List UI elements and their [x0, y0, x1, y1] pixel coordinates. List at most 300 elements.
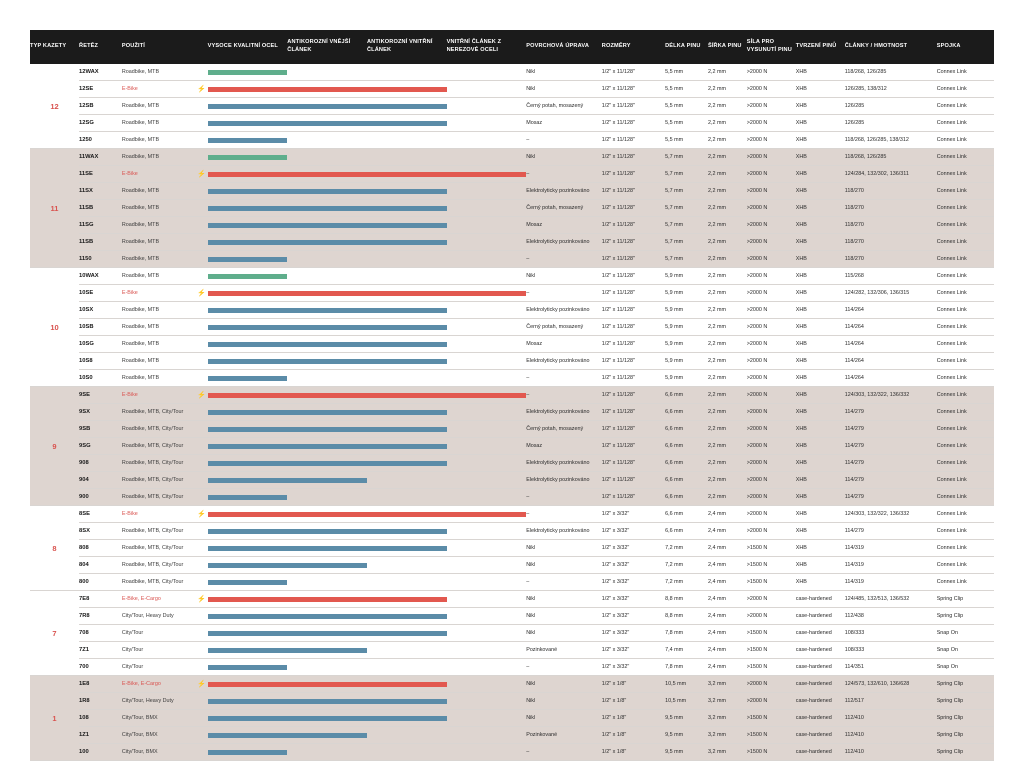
pin-hardening-cell: XHB — [796, 64, 845, 81]
pin-length-cell: 10,5 mm — [665, 693, 708, 710]
cassette-type-cell: 8 — [30, 506, 79, 591]
table-row — [30, 625, 994, 642]
use-cell: Roadbike, MTB — [122, 353, 208, 370]
links-weight-cell: 114/264 — [845, 370, 937, 387]
chain-name-cell: 108 — [79, 710, 122, 727]
pin-hardening-cell: XHB — [796, 421, 845, 438]
anticorrosion-outer-bar — [287, 217, 367, 234]
dimensions-cell: 1/2" x 11/128" — [602, 251, 665, 268]
use-cell: E-Bike, E-Cargo ⚡ — [122, 676, 208, 693]
high-quality-steel-bar — [208, 251, 288, 268]
use-cell: City/Tour — [122, 625, 208, 642]
surface-finish-cell: – — [526, 285, 602, 302]
surface-finish-cell: – — [526, 387, 602, 404]
pin-width-cell: 2,2 mm — [708, 234, 747, 251]
use-cell: E-Bike ⚡ — [122, 81, 208, 98]
stainless-inner-bar-empty — [447, 132, 527, 149]
lightning-icon: ⚡ — [196, 289, 206, 297]
connector-cell: Spring Clip — [937, 727, 994, 744]
surface-finish-cell: – — [526, 659, 602, 676]
pin-hardening-cell: XHB — [796, 370, 845, 387]
pin-hardening-cell: XHB — [796, 268, 845, 285]
dimensions-cell: 1/2" x 11/128" — [602, 132, 665, 149]
pin-hardening-cell: case-hardened — [796, 710, 845, 727]
lightning-icon: ⚡ — [196, 391, 206, 399]
links-weight-cell: 108/333 — [845, 642, 937, 659]
anticorrosion-outer-bar — [287, 404, 367, 421]
pin-hardening-cell: case-hardened — [796, 659, 845, 676]
pin-width-cell: 2,4 mm — [708, 506, 747, 523]
high-quality-steel-bar — [208, 370, 288, 387]
links-weight-cell: 114/279 — [845, 455, 937, 472]
table-row — [30, 217, 994, 234]
stainless-inner-bar-empty — [447, 234, 527, 251]
push-force-cell: >2000 N — [747, 183, 796, 200]
dimensions-cell: 1/2" x 11/128" — [602, 438, 665, 455]
pin-length-cell: 6,6 mm — [665, 489, 708, 506]
use-cell: Roadbike, MTB, City/Tour — [122, 574, 208, 591]
surface-finish-cell: – — [526, 489, 602, 506]
table-row — [30, 506, 994, 523]
dimensions-cell: 1/2" x 3/32" — [602, 523, 665, 540]
pin-hardening-cell: case-hardened — [796, 608, 845, 625]
links-weight-cell: 118/270 — [845, 200, 937, 217]
stainless-inner-bar-empty — [447, 268, 527, 285]
table-row — [30, 472, 994, 489]
links-weight-cell: 124/303, 132/322, 136/332 — [845, 387, 937, 404]
pin-hardening-cell: XHB — [796, 404, 845, 421]
stainless-inner-bar — [447, 387, 527, 404]
connector-cell: Connex Link — [937, 166, 994, 183]
use-cell: Roadbike, MTB, City/Tour — [122, 557, 208, 574]
anticorrosion-inner-bar — [367, 438, 447, 455]
stainless-inner-bar-empty — [447, 659, 527, 676]
chain-name-cell: 1250 — [79, 132, 122, 149]
pin-hardening-cell: XHB — [796, 455, 845, 472]
dimensions-cell: 1/2" x 11/128" — [602, 217, 665, 234]
pin-length-cell: 7,2 mm — [665, 557, 708, 574]
stainless-inner-bar-empty — [447, 353, 527, 370]
high-quality-steel-bar — [208, 625, 288, 642]
high-quality-steel-bar — [208, 98, 288, 115]
connector-cell: Connex Link — [937, 489, 994, 506]
high-quality-steel-bar — [208, 217, 288, 234]
pin-length-cell: 5,7 mm — [665, 166, 708, 183]
high-quality-steel-bar — [208, 149, 288, 166]
surface-finish-cell: Elektrolyticky pozinkováno — [526, 523, 602, 540]
use-cell: Roadbike, MTB — [122, 132, 208, 149]
dimensions-cell: 1/2" x 3/32" — [602, 642, 665, 659]
anticorrosion-outer-bar — [287, 98, 367, 115]
use-cell: Roadbike, MTB — [122, 370, 208, 387]
connector-cell: Connex Link — [937, 336, 994, 353]
pin-length-cell: 9,5 mm — [665, 727, 708, 744]
connector-cell: Spring Clip — [937, 591, 994, 608]
surface-finish-cell: Nikl — [526, 676, 602, 693]
cassette-type-cell: 11 — [30, 149, 79, 268]
stainless-inner-bar-empty — [447, 183, 527, 200]
pin-length-cell: 5,7 mm — [665, 251, 708, 268]
chain-name-cell: 9SE — [79, 387, 122, 404]
links-weight-cell: 112/517 — [845, 693, 937, 710]
surface-finish-cell: Mosaz — [526, 115, 602, 132]
connector-cell: Connex Link — [937, 404, 994, 421]
chain-name-cell: 1Z1 — [79, 727, 122, 744]
high-quality-steel-bar — [208, 336, 288, 353]
pin-hardening-cell: XHB — [796, 557, 845, 574]
pin-width-cell: 2,4 mm — [708, 523, 747, 540]
pin-hardening-cell: XHB — [796, 251, 845, 268]
chain-name-cell: 7Z1 — [79, 642, 122, 659]
surface-finish-cell: Elektrolyticky pozinkováno — [526, 404, 602, 421]
table-row — [30, 268, 994, 285]
table-row — [30, 489, 994, 506]
high-quality-steel-bar — [208, 591, 288, 608]
anticorrosion-inner-bar-empty — [367, 370, 447, 387]
surface-finish-cell: Nikl — [526, 540, 602, 557]
chain-name-cell: 100 — [79, 744, 122, 761]
stainless-inner-bar-empty — [447, 642, 527, 659]
chain-name-cell: 10SG — [79, 336, 122, 353]
stainless-inner-bar-empty — [447, 676, 527, 693]
pin-length-cell: 7,2 mm — [665, 574, 708, 591]
links-weight-cell: 114/319 — [845, 574, 937, 591]
links-weight-cell: 114/279 — [845, 489, 937, 506]
pin-hardening-cell: XHB — [796, 523, 845, 540]
high-quality-steel-bar — [208, 438, 288, 455]
connector-cell: Snap On — [937, 642, 994, 659]
pin-width-cell: 2,4 mm — [708, 625, 747, 642]
push-force-cell: >2000 N — [747, 608, 796, 625]
lightning-icon: ⚡ — [196, 85, 206, 93]
surface-finish-cell: – — [526, 132, 602, 149]
stainless-inner-bar-empty — [447, 557, 527, 574]
stainless-inner-bar-empty — [447, 710, 527, 727]
pin-hardening-cell: XHB — [796, 438, 845, 455]
pin-length-cell: 5,5 mm — [665, 132, 708, 149]
header-chain: ŘETĚZ — [79, 30, 122, 64]
dimensions-cell: 1/2" x 3/32" — [602, 625, 665, 642]
connector-cell: Connex Link — [937, 438, 994, 455]
pin-width-cell: 2,2 mm — [708, 455, 747, 472]
links-weight-cell: 114/264 — [845, 353, 937, 370]
high-quality-steel-bar — [208, 319, 288, 336]
chain-name-cell: 9SG — [79, 438, 122, 455]
pin-length-cell: 5,5 mm — [665, 81, 708, 98]
pin-length-cell: 5,9 mm — [665, 319, 708, 336]
dimensions-cell: 1/2" x 3/32" — [602, 506, 665, 523]
pin-width-cell: 3,2 mm — [708, 676, 747, 693]
anticorrosion-outer-bar — [287, 115, 367, 132]
chain-spec-table — [30, 30, 994, 761]
links-weight-cell: 115/268 — [845, 268, 937, 285]
header-connector: SPOJKA — [937, 30, 994, 64]
push-force-cell: >2000 N — [747, 251, 796, 268]
header-row — [30, 30, 994, 64]
use-cell: Roadbike, MTB — [122, 234, 208, 251]
anticorrosion-inner-bar-empty — [367, 642, 447, 659]
dimensions-cell: 1/2" x 11/128" — [602, 472, 665, 489]
high-quality-steel-bar — [208, 166, 288, 183]
high-quality-steel-bar — [208, 727, 288, 744]
use-cell: Roadbike, MTB, City/Tour — [122, 421, 208, 438]
anticorrosion-inner-bar — [367, 98, 447, 115]
stainless-inner-bar — [447, 506, 527, 523]
stainless-inner-bar-empty — [447, 540, 527, 557]
high-quality-steel-bar — [208, 285, 288, 302]
table-row — [30, 387, 994, 404]
pin-length-cell: 6,6 mm — [665, 387, 708, 404]
pin-length-cell: 10,5 mm — [665, 676, 708, 693]
surface-finish-cell: Nikl — [526, 693, 602, 710]
table-row — [30, 98, 994, 115]
push-force-cell: >2000 N — [747, 234, 796, 251]
anticorrosion-outer-bar-empty — [287, 370, 367, 387]
anticorrosion-inner-bar-empty — [367, 727, 447, 744]
anticorrosion-outer-bar — [287, 608, 367, 625]
links-weight-cell: 114/279 — [845, 472, 937, 489]
pin-length-cell: 5,9 mm — [665, 370, 708, 387]
pin-length-cell: 8,8 mm — [665, 591, 708, 608]
anticorrosion-outer-bar — [287, 438, 367, 455]
anticorrosion-outer-bar — [287, 421, 367, 438]
connector-cell: Spring Clip — [937, 608, 994, 625]
links-weight-cell: 118/268, 126/285, 138/312 — [845, 132, 937, 149]
stainless-inner-bar-empty — [447, 251, 527, 268]
push-force-cell: >2000 N — [747, 506, 796, 523]
dimensions-cell: 1/2" x 1/8" — [602, 744, 665, 761]
anticorrosion-outer-bar — [287, 319, 367, 336]
surface-finish-cell: Elektrolyticky pozinkováno — [526, 472, 602, 489]
anticorrosion-inner-bar-empty — [367, 489, 447, 506]
push-force-cell: >1500 N — [747, 625, 796, 642]
push-force-cell: >2000 N — [747, 217, 796, 234]
connector-cell: Connex Link — [937, 268, 994, 285]
anticorrosion-inner-bar — [367, 693, 447, 710]
connector-cell: Connex Link — [937, 319, 994, 336]
connector-cell: Connex Link — [937, 523, 994, 540]
chain-name-cell: 700 — [79, 659, 122, 676]
stainless-inner-bar-empty — [447, 404, 527, 421]
anticorrosion-inner-bar — [367, 421, 447, 438]
anticorrosion-inner-bar — [367, 336, 447, 353]
table-row — [30, 132, 994, 149]
push-force-cell: >2000 N — [747, 98, 796, 115]
chain-name-cell: 800 — [79, 574, 122, 591]
chain-name-cell: 1E8 — [79, 676, 122, 693]
pin-length-cell: 6,6 mm — [665, 438, 708, 455]
anticorrosion-outer-bar-empty — [287, 64, 367, 81]
push-force-cell: >2000 N — [747, 353, 796, 370]
stainless-inner-bar-empty — [447, 523, 527, 540]
connector-cell: Spring Clip — [937, 744, 994, 761]
table-row — [30, 166, 994, 183]
high-quality-steel-bar — [208, 642, 288, 659]
dimensions-cell: 1/2" x 11/128" — [602, 353, 665, 370]
push-force-cell: >2000 N — [747, 166, 796, 183]
chain-name-cell: 11SG — [79, 217, 122, 234]
pin-width-cell: 2,2 mm — [708, 149, 747, 166]
cassette-type-cell: 7 — [30, 591, 79, 676]
high-quality-steel-bar — [208, 200, 288, 217]
pin-hardening-cell: XHB — [796, 285, 845, 302]
anticorrosion-outer-bar — [287, 81, 367, 98]
dimensions-cell: 1/2" x 11/128" — [602, 200, 665, 217]
stainless-inner-bar-empty — [447, 693, 527, 710]
high-quality-steel-bar — [208, 387, 288, 404]
pin-hardening-cell: XHB — [796, 149, 845, 166]
surface-finish-cell: Elektrolyticky pozinkováno — [526, 353, 602, 370]
table-row — [30, 64, 994, 81]
pin-length-cell: 6,6 mm — [665, 472, 708, 489]
pin-width-cell: 2,2 mm — [708, 64, 747, 81]
pin-hardening-cell: XHB — [796, 302, 845, 319]
pin-length-cell: 5,9 mm — [665, 285, 708, 302]
links-weight-cell: 112/410 — [845, 710, 937, 727]
surface-finish-cell: – — [526, 744, 602, 761]
push-force-cell: >2000 N — [747, 200, 796, 217]
push-force-cell: >1500 N — [747, 540, 796, 557]
stainless-inner-bar-empty — [447, 319, 527, 336]
surface-finish-cell: Nikl — [526, 64, 602, 81]
anticorrosion-inner-bar-empty — [367, 557, 447, 574]
connector-cell: Connex Link — [937, 98, 994, 115]
use-cell: Roadbike, MTB, City/Tour — [122, 438, 208, 455]
anticorrosion-inner-bar-empty — [367, 659, 447, 676]
pin-width-cell: 2,2 mm — [708, 370, 747, 387]
dimensions-cell: 1/2" x 11/128" — [602, 489, 665, 506]
pin-length-cell: 5,9 mm — [665, 268, 708, 285]
stainless-inner-bar-empty — [447, 149, 527, 166]
connector-cell: Connex Link — [937, 251, 994, 268]
pin-hardening-cell: XHB — [796, 489, 845, 506]
surface-finish-cell: Nikl — [526, 608, 602, 625]
lightning-icon: ⚡ — [196, 595, 206, 603]
use-cell: Roadbike, MTB — [122, 319, 208, 336]
pin-length-cell: 5,9 mm — [665, 353, 708, 370]
header-links-weight: ČLÁNKY / HMOTNOST — [845, 30, 937, 64]
dimensions-cell: 1/2" x 11/128" — [602, 387, 665, 404]
dimensions-cell: 1/2" x 11/128" — [602, 183, 665, 200]
dimensions-cell: 1/2" x 11/128" — [602, 81, 665, 98]
pin-width-cell: 3,2 mm — [708, 693, 747, 710]
table-row — [30, 319, 994, 336]
anticorrosion-outer-bar — [287, 710, 367, 727]
anticorrosion-outer-bar-empty — [287, 489, 367, 506]
surface-finish-cell: – — [526, 251, 602, 268]
pin-length-cell: 5,9 mm — [665, 302, 708, 319]
push-force-cell: >2000 N — [747, 302, 796, 319]
links-weight-cell: 114/279 — [845, 404, 937, 421]
links-weight-cell: 124/282, 132/306, 136/315 — [845, 285, 937, 302]
pin-width-cell: 3,2 mm — [708, 727, 747, 744]
header-pin-length: DÉLKA PINU — [665, 30, 708, 64]
table-row — [30, 676, 994, 693]
dimensions-cell: 1/2" x 3/32" — [602, 574, 665, 591]
high-quality-steel-bar — [208, 302, 288, 319]
high-quality-steel-bar — [208, 557, 288, 574]
anticorrosion-inner-bar — [367, 183, 447, 200]
push-force-cell: >2000 N — [747, 64, 796, 81]
anticorrosion-inner-bar — [367, 676, 447, 693]
pin-length-cell: 5,7 mm — [665, 149, 708, 166]
push-force-cell: >1500 N — [747, 574, 796, 591]
pin-hardening-cell: case-hardened — [796, 693, 845, 710]
pin-width-cell: 2,2 mm — [708, 302, 747, 319]
use-cell: City/Tour, Heavy Duty — [122, 693, 208, 710]
anticorrosion-inner-bar — [367, 200, 447, 217]
links-weight-cell: 118/270 — [845, 234, 937, 251]
push-force-cell: >2000 N — [747, 132, 796, 149]
anticorrosion-outer-bar — [287, 234, 367, 251]
pin-width-cell: 2,4 mm — [708, 642, 747, 659]
push-force-cell: >2000 N — [747, 336, 796, 353]
anticorrosion-inner-bar-empty — [367, 64, 447, 81]
high-quality-steel-bar — [208, 81, 288, 98]
connector-cell: Connex Link — [937, 217, 994, 234]
pin-width-cell: 2,2 mm — [708, 336, 747, 353]
pin-length-cell: 9,5 mm — [665, 744, 708, 761]
pin-hardening-cell: case-hardened — [796, 625, 845, 642]
push-force-cell: >2000 N — [747, 149, 796, 166]
connector-cell: Connex Link — [937, 183, 994, 200]
table-row — [30, 693, 994, 710]
push-force-cell: >1500 N — [747, 642, 796, 659]
surface-finish-cell: Nikl — [526, 625, 602, 642]
pin-width-cell: 2,4 mm — [708, 540, 747, 557]
push-force-cell: >2000 N — [747, 404, 796, 421]
dimensions-cell: 1/2" x 11/128" — [602, 319, 665, 336]
stainless-inner-bar-empty — [447, 115, 527, 132]
stainless-inner-bar-empty — [447, 98, 527, 115]
pin-length-cell: 7,4 mm — [665, 642, 708, 659]
anticorrosion-outer-bar — [287, 472, 367, 489]
stainless-inner-bar-empty — [447, 727, 527, 744]
links-weight-cell: 108/333 — [845, 625, 937, 642]
high-quality-steel-bar — [208, 183, 288, 200]
connector-cell: Connex Link — [937, 149, 994, 166]
surface-finish-cell: Černý potah, mosazený — [526, 98, 602, 115]
connector-cell: Snap On — [937, 625, 994, 642]
header-use: POUŽITÍ — [122, 30, 208, 64]
surface-finish-cell: – — [526, 506, 602, 523]
anticorrosion-outer-bar — [287, 557, 367, 574]
stainless-inner-bar — [447, 166, 527, 183]
table-row — [30, 744, 994, 761]
pin-hardening-cell: case-hardened — [796, 744, 845, 761]
chain-name-cell: 12WAX — [79, 64, 122, 81]
stainless-inner-bar-empty — [447, 200, 527, 217]
connector-cell: Connex Link — [937, 353, 994, 370]
connector-cell: Spring Clip — [937, 676, 994, 693]
connector-cell: Snap On — [937, 659, 994, 676]
chain-name-cell: 12SB — [79, 98, 122, 115]
table-row — [30, 608, 994, 625]
stainless-inner-bar-empty — [447, 608, 527, 625]
table-body — [30, 64, 994, 761]
chain-name-cell: 10SB — [79, 319, 122, 336]
pin-width-cell: 2,2 mm — [708, 81, 747, 98]
surface-finish-cell: Nikl — [526, 149, 602, 166]
high-quality-steel-bar — [208, 693, 288, 710]
links-weight-cell: 114/279 — [845, 421, 937, 438]
anticorrosion-outer-bar — [287, 540, 367, 557]
use-cell: Roadbike, MTB — [122, 183, 208, 200]
push-force-cell: >2000 N — [747, 387, 796, 404]
table-row — [30, 710, 994, 727]
lightning-icon: ⚡ — [196, 680, 206, 688]
stainless-inner-bar-empty — [447, 438, 527, 455]
